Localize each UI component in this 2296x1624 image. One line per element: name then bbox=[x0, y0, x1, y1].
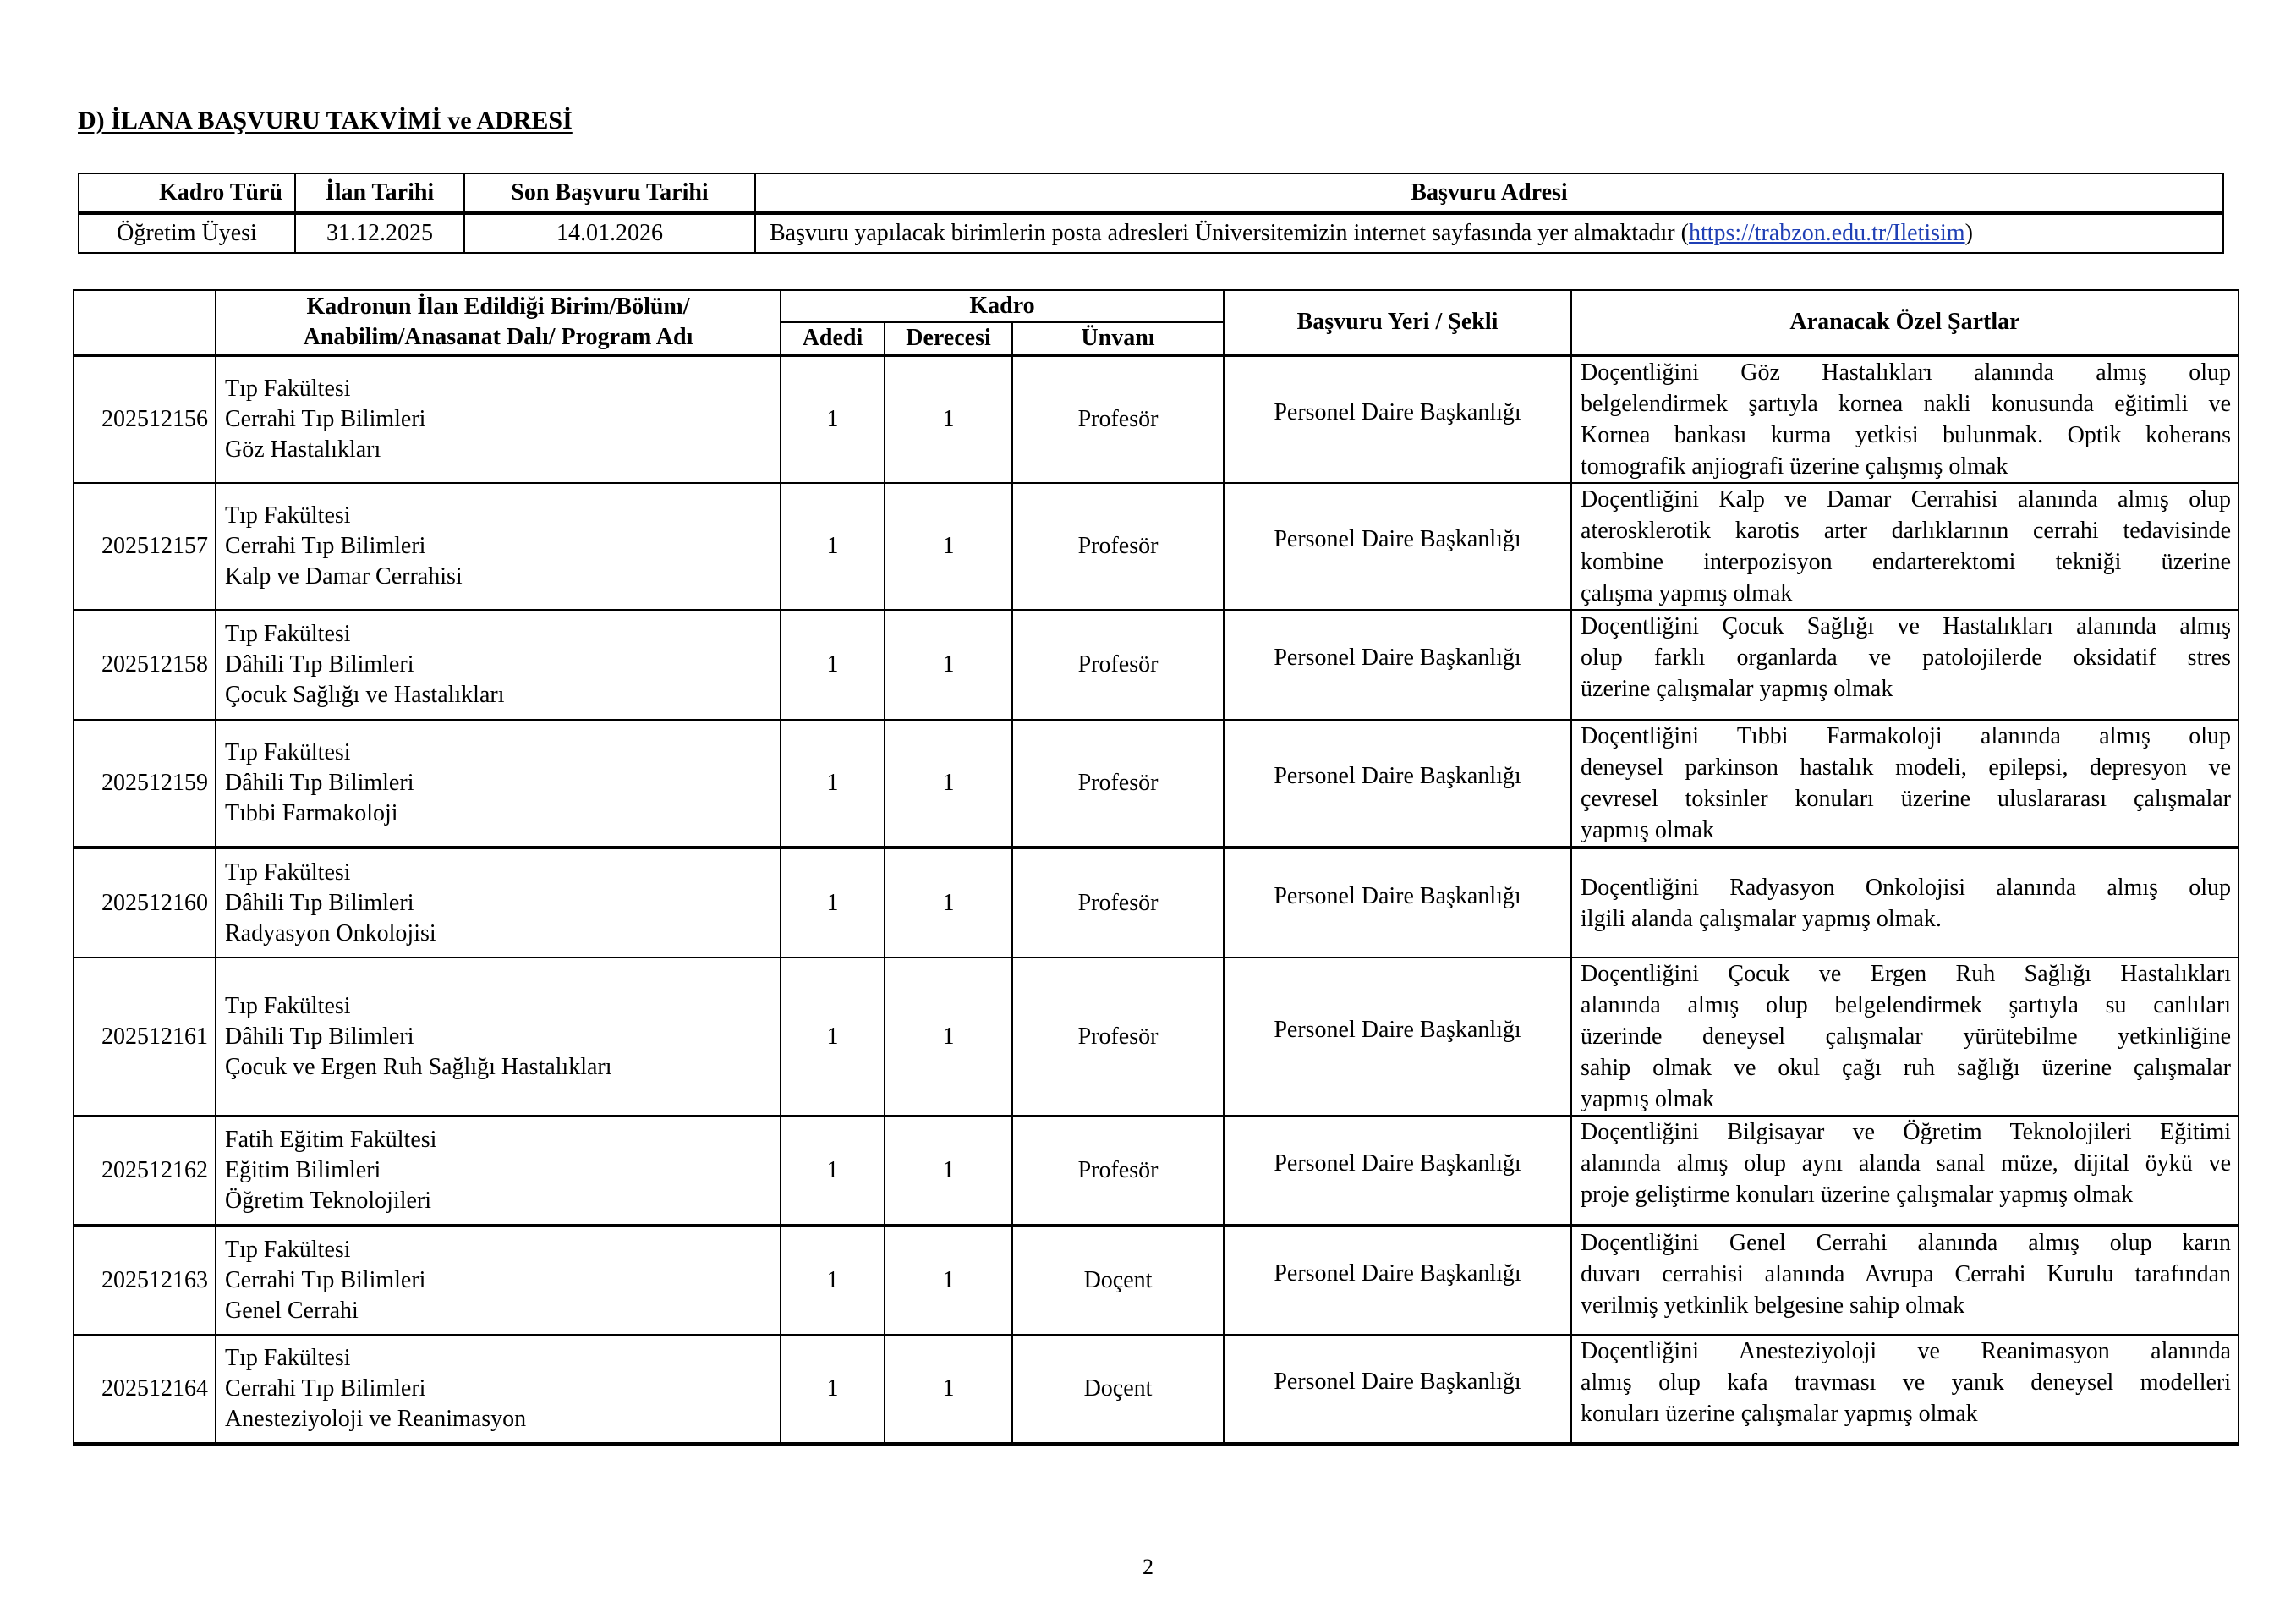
unit-division: Göz Hastalıkları bbox=[225, 436, 381, 463]
position-code: 202512157 bbox=[74, 483, 216, 610]
table-row bbox=[74, 1226, 2238, 1335]
page-number: 2 bbox=[1143, 1555, 1153, 1579]
requirement-text: Doçentliğini Bilgisayar ve Öğretim Teknolojileri Eğitimi bbox=[1581, 1119, 2232, 1145]
requirement-text: alanında almış olup belgelendirmek şartıyla su canlıları bbox=[1581, 992, 2232, 1018]
header-basvuru-adresi: Başvuru Adresi bbox=[755, 173, 2223, 213]
unit-department: Dâhili Tıp Bilimleri bbox=[225, 889, 414, 916]
position-requirements bbox=[1571, 1226, 2238, 1335]
schedule-header-row bbox=[79, 173, 2223, 213]
position-unit bbox=[216, 720, 781, 848]
header-unit bbox=[216, 290, 781, 355]
requirement-text: yapmış olmak bbox=[1581, 817, 1714, 843]
unit-department: Cerrahi Tıp Bilimleri bbox=[225, 406, 426, 432]
requirement-text: tomografik anjiografi üzerine çalışmış olmak bbox=[1581, 453, 2008, 480]
requirement-text: yapmış olmak bbox=[1581, 1086, 1714, 1112]
position-unit bbox=[216, 1116, 781, 1226]
position-basvuru-yeri bbox=[1224, 720, 1571, 848]
position-requirements bbox=[1571, 1335, 2238, 1444]
section-title: D) İLANA BAŞVURU TAKVİMİ ve ADRESİ bbox=[78, 107, 573, 134]
position-basvuru-yeri bbox=[1224, 610, 1571, 720]
position-unit bbox=[216, 483, 781, 610]
unit-division: Öğretim Teknolojileri bbox=[225, 1187, 432, 1214]
requirement-text: çevresel toksinler konuları üzerine uluslararası çalışmalar bbox=[1581, 786, 2232, 812]
basvuru-adresi-close: ) bbox=[1964, 220, 1973, 246]
header-ilan-tarihi: İlan Tarihi bbox=[295, 173, 464, 213]
position-requirements bbox=[1571, 483, 2238, 610]
position-unvani: Profesör bbox=[1012, 1116, 1224, 1226]
basvuru-yeri-text: Personel Daire Başkanlığı bbox=[1274, 763, 1521, 789]
requirement-text: proje geliştirme konuları üzerine çalışmalar yapmış olmak bbox=[1581, 1182, 2134, 1208]
header-unit-line1: Kadronun İlan Edildiği Birim/Bölüm/ bbox=[306, 294, 690, 320]
position-unvani: Profesör bbox=[1012, 610, 1224, 720]
unit-department: Dâhili Tıp Bilimleri bbox=[225, 1023, 414, 1050]
position-adedi: 1 bbox=[781, 1116, 885, 1226]
basvuru-yeri-text: Personel Daire Başkanlığı bbox=[1274, 1369, 1521, 1395]
position-code: 202512163 bbox=[74, 1226, 216, 1335]
requirement-text: Doçentliğini Radyasyon Onkolojisi alanında almış olup bbox=[1581, 874, 2232, 901]
unit-department: Cerrahi Tıp Bilimleri bbox=[225, 1375, 426, 1402]
requirement-text: deneysel parkinson hastalık modeli, epilepsi, depresyon ve bbox=[1581, 754, 2232, 781]
position-unit bbox=[216, 355, 781, 483]
unit-faculty: Tıp Fakültesi bbox=[225, 502, 351, 529]
requirement-text: çalışma yapmış olmak bbox=[1581, 580, 1793, 606]
position-unit bbox=[216, 1226, 781, 1335]
requirement-text: Doçentliğini Anesteziyoloji ve Reanimasyon alanında bbox=[1581, 1338, 2232, 1364]
position-basvuru-yeri bbox=[1224, 1226, 1571, 1335]
position-code: 202512164 bbox=[74, 1335, 216, 1444]
position-unvani: Profesör bbox=[1012, 848, 1224, 957]
basvuru-yeri-text: Personel Daire Başkanlığı bbox=[1274, 399, 1521, 425]
schedule-data-row bbox=[79, 213, 2223, 253]
position-unit bbox=[216, 1335, 781, 1444]
requirement-text: sahip olmak ve okul çağı ruh sağlığı üzerine çalışmalar bbox=[1581, 1055, 2232, 1081]
requirement-text: Kornea bankası kurma yetkisi bulunmak. Optik koherans bbox=[1581, 422, 2232, 448]
position-code: 202512160 bbox=[74, 848, 216, 957]
positions-table bbox=[73, 289, 2239, 1446]
requirement-text: ilgili alanda çalışmalar yapmış olmak. bbox=[1581, 905, 1942, 932]
position-basvuru-yeri bbox=[1224, 848, 1571, 957]
basvuru-yeri-text: Personel Daire Başkanlığı bbox=[1274, 1260, 1521, 1287]
unit-faculty: Tıp Fakültesi bbox=[225, 1237, 351, 1263]
position-unvani: Profesör bbox=[1012, 355, 1224, 483]
position-adedi: 1 bbox=[781, 1226, 885, 1335]
table-row bbox=[74, 957, 2238, 1116]
position-basvuru-yeri bbox=[1224, 1116, 1571, 1226]
header-basvuru-yeri: Başvuru Yeri / Şekli bbox=[1224, 290, 1571, 355]
unit-division: Kalp ve Damar Cerrahisi bbox=[225, 563, 463, 590]
position-requirements bbox=[1571, 1116, 2238, 1226]
positions-body bbox=[74, 355, 2238, 1444]
unit-division: Çocuk ve Ergen Ruh Sağlığı Hastalıkları bbox=[225, 1053, 612, 1080]
header-ozel-sartlar: Aranacak Özel Şartlar bbox=[1571, 290, 2238, 355]
position-code: 202512158 bbox=[74, 610, 216, 720]
position-unit bbox=[216, 610, 781, 720]
position-derecesi: 1 bbox=[885, 1226, 1012, 1335]
table-row bbox=[74, 1116, 2238, 1226]
requirement-text: alanında almış olup aynı alanda sanal müze, dijital öykü ve bbox=[1581, 1150, 2232, 1177]
position-basvuru-yeri bbox=[1224, 483, 1571, 610]
position-adedi: 1 bbox=[781, 610, 885, 720]
position-derecesi: 1 bbox=[885, 1116, 1012, 1226]
position-basvuru-yeri bbox=[1224, 355, 1571, 483]
position-adedi: 1 bbox=[781, 1335, 885, 1444]
position-basvuru-yeri bbox=[1224, 1335, 1571, 1444]
requirement-text: aterosklerotik karotis arter darlıklarının cerrahi tedavisinde bbox=[1581, 518, 2232, 544]
unit-department: Dâhili Tıp Bilimleri bbox=[225, 651, 414, 678]
position-unit bbox=[216, 957, 781, 1116]
basvuru-yeri-text: Personel Daire Başkanlığı bbox=[1274, 526, 1521, 552]
table-row bbox=[74, 355, 2238, 483]
requirement-text: belgelendirmek şartıyla kornea nakli konusunda eğitimli ve bbox=[1581, 391, 2232, 417]
header-code bbox=[74, 290, 216, 355]
unit-division: Radyasyon Onkolojisi bbox=[225, 919, 436, 946]
unit-department: Eğitim Bilimleri bbox=[225, 1156, 381, 1183]
header-kadro-turu: Kadro Türü bbox=[79, 173, 295, 213]
header-son-basvuru-tarihi: Son Başvuru Tarihi bbox=[464, 173, 755, 213]
basvuru-yeri-text: Personel Daire Başkanlığı bbox=[1274, 1016, 1521, 1043]
son-basvuru-tarihi-value: 14.01.2026 bbox=[464, 213, 755, 253]
unit-faculty: Fatih Eğitim Fakültesi bbox=[225, 1126, 437, 1153]
requirement-text: Doçentliğini Tıbbi Farmakoloji alanında almış olup bbox=[1581, 723, 2232, 749]
header-derecesi: Derecesi bbox=[885, 322, 1012, 355]
unit-faculty: Tıp Fakültesi bbox=[225, 992, 351, 1019]
requirement-text: üzerinde deneysel çalışmalar yürütebilme yetkinliğine bbox=[1581, 1023, 2232, 1050]
kadro-turu-value: Öğretim Üyesi bbox=[79, 213, 295, 253]
table-row bbox=[74, 610, 2238, 720]
table-row bbox=[74, 720, 2238, 848]
requirement-text: konuları üzerine çalışmalar yapmış olmak bbox=[1581, 1401, 1978, 1427]
positions-header-row-1 bbox=[74, 290, 2238, 322]
basvuru-yeri-text: Personel Daire Başkanlığı bbox=[1274, 645, 1521, 671]
application-schedule-table bbox=[78, 173, 2224, 254]
position-unvani: Profesör bbox=[1012, 720, 1224, 848]
position-derecesi: 1 bbox=[885, 957, 1012, 1116]
basvuru-adresi-value bbox=[755, 213, 2223, 253]
unit-faculty: Tıp Fakültesi bbox=[225, 1345, 351, 1371]
position-derecesi: 1 bbox=[885, 483, 1012, 610]
position-adedi: 1 bbox=[781, 483, 885, 610]
position-adedi: 1 bbox=[781, 720, 885, 848]
position-derecesi: 1 bbox=[885, 1335, 1012, 1444]
header-kadro: Kadro bbox=[781, 290, 1224, 322]
unit-division: Genel Cerrahi bbox=[225, 1298, 359, 1324]
unit-faculty: Tıp Fakültesi bbox=[225, 376, 351, 402]
position-code: 202512161 bbox=[74, 957, 216, 1116]
position-code: 202512156 bbox=[74, 355, 216, 483]
unit-faculty: Tıp Fakültesi bbox=[225, 621, 351, 647]
position-unvani: Profesör bbox=[1012, 957, 1224, 1116]
table-row bbox=[74, 483, 2238, 610]
table-row bbox=[74, 1335, 2238, 1444]
unit-faculty: Tıp Fakültesi bbox=[225, 739, 351, 765]
unit-department: Cerrahi Tıp Bilimleri bbox=[225, 533, 426, 559]
position-derecesi: 1 bbox=[885, 610, 1012, 720]
basvuru-yeri-text: Personel Daire Başkanlığı bbox=[1274, 882, 1521, 909]
requirement-text: kombine interpozisyon endarterektomi tekniği üzerine bbox=[1581, 549, 2232, 575]
header-unit-line2: Anabilim/Anasanat Dalı/ Program Adı bbox=[303, 324, 693, 350]
position-unvani: Doçent bbox=[1012, 1335, 1224, 1444]
position-requirements bbox=[1571, 848, 2238, 957]
position-unvani: Profesör bbox=[1012, 483, 1224, 610]
header-unvani: Ünvanı bbox=[1012, 322, 1224, 355]
unit-division: Tıbbi Farmakoloji bbox=[225, 800, 398, 826]
position-derecesi: 1 bbox=[885, 848, 1012, 957]
requirement-text: verilmiş yetkinlik belgesine sahip olmak bbox=[1581, 1292, 1965, 1319]
unit-department: Dâhili Tıp Bilimleri bbox=[225, 770, 414, 796]
position-derecesi: 1 bbox=[885, 355, 1012, 483]
requirement-text: üzerine çalışmalar yapmış olmak bbox=[1581, 676, 1893, 702]
requirement-text: Doçentliğini Göz Hastalıkları alanında almış olup bbox=[1581, 359, 2232, 386]
position-derecesi: 1 bbox=[885, 720, 1012, 848]
requirement-text: Doçentliğini Genel Cerrahi alanında almış olup karın bbox=[1581, 1230, 2232, 1256]
position-adedi: 1 bbox=[781, 355, 885, 483]
header-adedi: Adedi bbox=[781, 322, 885, 355]
position-basvuru-yeri bbox=[1224, 957, 1571, 1116]
iletisim-link[interactable]: https://trabzon.edu.tr/Iletisim bbox=[1688, 220, 1965, 246]
position-unit bbox=[216, 848, 781, 957]
unit-division: Anesteziyoloji ve Reanimasyon bbox=[225, 1406, 527, 1432]
basvuru-yeri-text: Personel Daire Başkanlığı bbox=[1274, 1149, 1521, 1177]
unit-division: Çocuk Sağlığı ve Hastalıkları bbox=[225, 682, 505, 708]
position-adedi: 1 bbox=[781, 848, 885, 957]
requirement-text: duvarı cerrahisi alanında Avrupa Cerrahi Kurulu tarafından bbox=[1581, 1261, 2232, 1287]
requirement-text: almış olup kafa travması ve yanık deneysel modelleri bbox=[1581, 1369, 2232, 1396]
requirement-text: Doçentliğini Kalp ve Damar Cerrahisi alanında almış olup bbox=[1581, 486, 2232, 513]
position-code: 202512162 bbox=[74, 1116, 216, 1226]
position-requirements bbox=[1571, 957, 2238, 1116]
ilan-tarihi-value: 31.12.2025 bbox=[295, 213, 464, 253]
position-code: 202512159 bbox=[74, 720, 216, 848]
basvuru-adresi-text: Başvuru yapılacak birimlerin posta adresleri Üniversitemizin internet sayfasında yer almaktadır ( bbox=[770, 220, 1689, 246]
table-row bbox=[74, 848, 2238, 957]
requirement-text: Doçentliğini Çocuk Sağlığı ve Hastalıkları alanında almış bbox=[1581, 613, 2232, 639]
requirement-text: olup farklı organlarda ve patolojilerde oksidatif stres bbox=[1581, 645, 2232, 671]
position-requirements bbox=[1571, 610, 2238, 720]
unit-faculty: Tıp Fakültesi bbox=[225, 859, 351, 886]
position-requirements bbox=[1571, 355, 2238, 483]
position-adedi: 1 bbox=[781, 957, 885, 1116]
position-requirements bbox=[1571, 720, 2238, 848]
position-unvani: Doçent bbox=[1012, 1226, 1224, 1335]
requirement-text: Doçentliğini Çocuk ve Ergen Ruh Sağlığı Hastalıkları bbox=[1581, 961, 2232, 987]
unit-department: Cerrahi Tıp Bilimleri bbox=[225, 1267, 426, 1293]
